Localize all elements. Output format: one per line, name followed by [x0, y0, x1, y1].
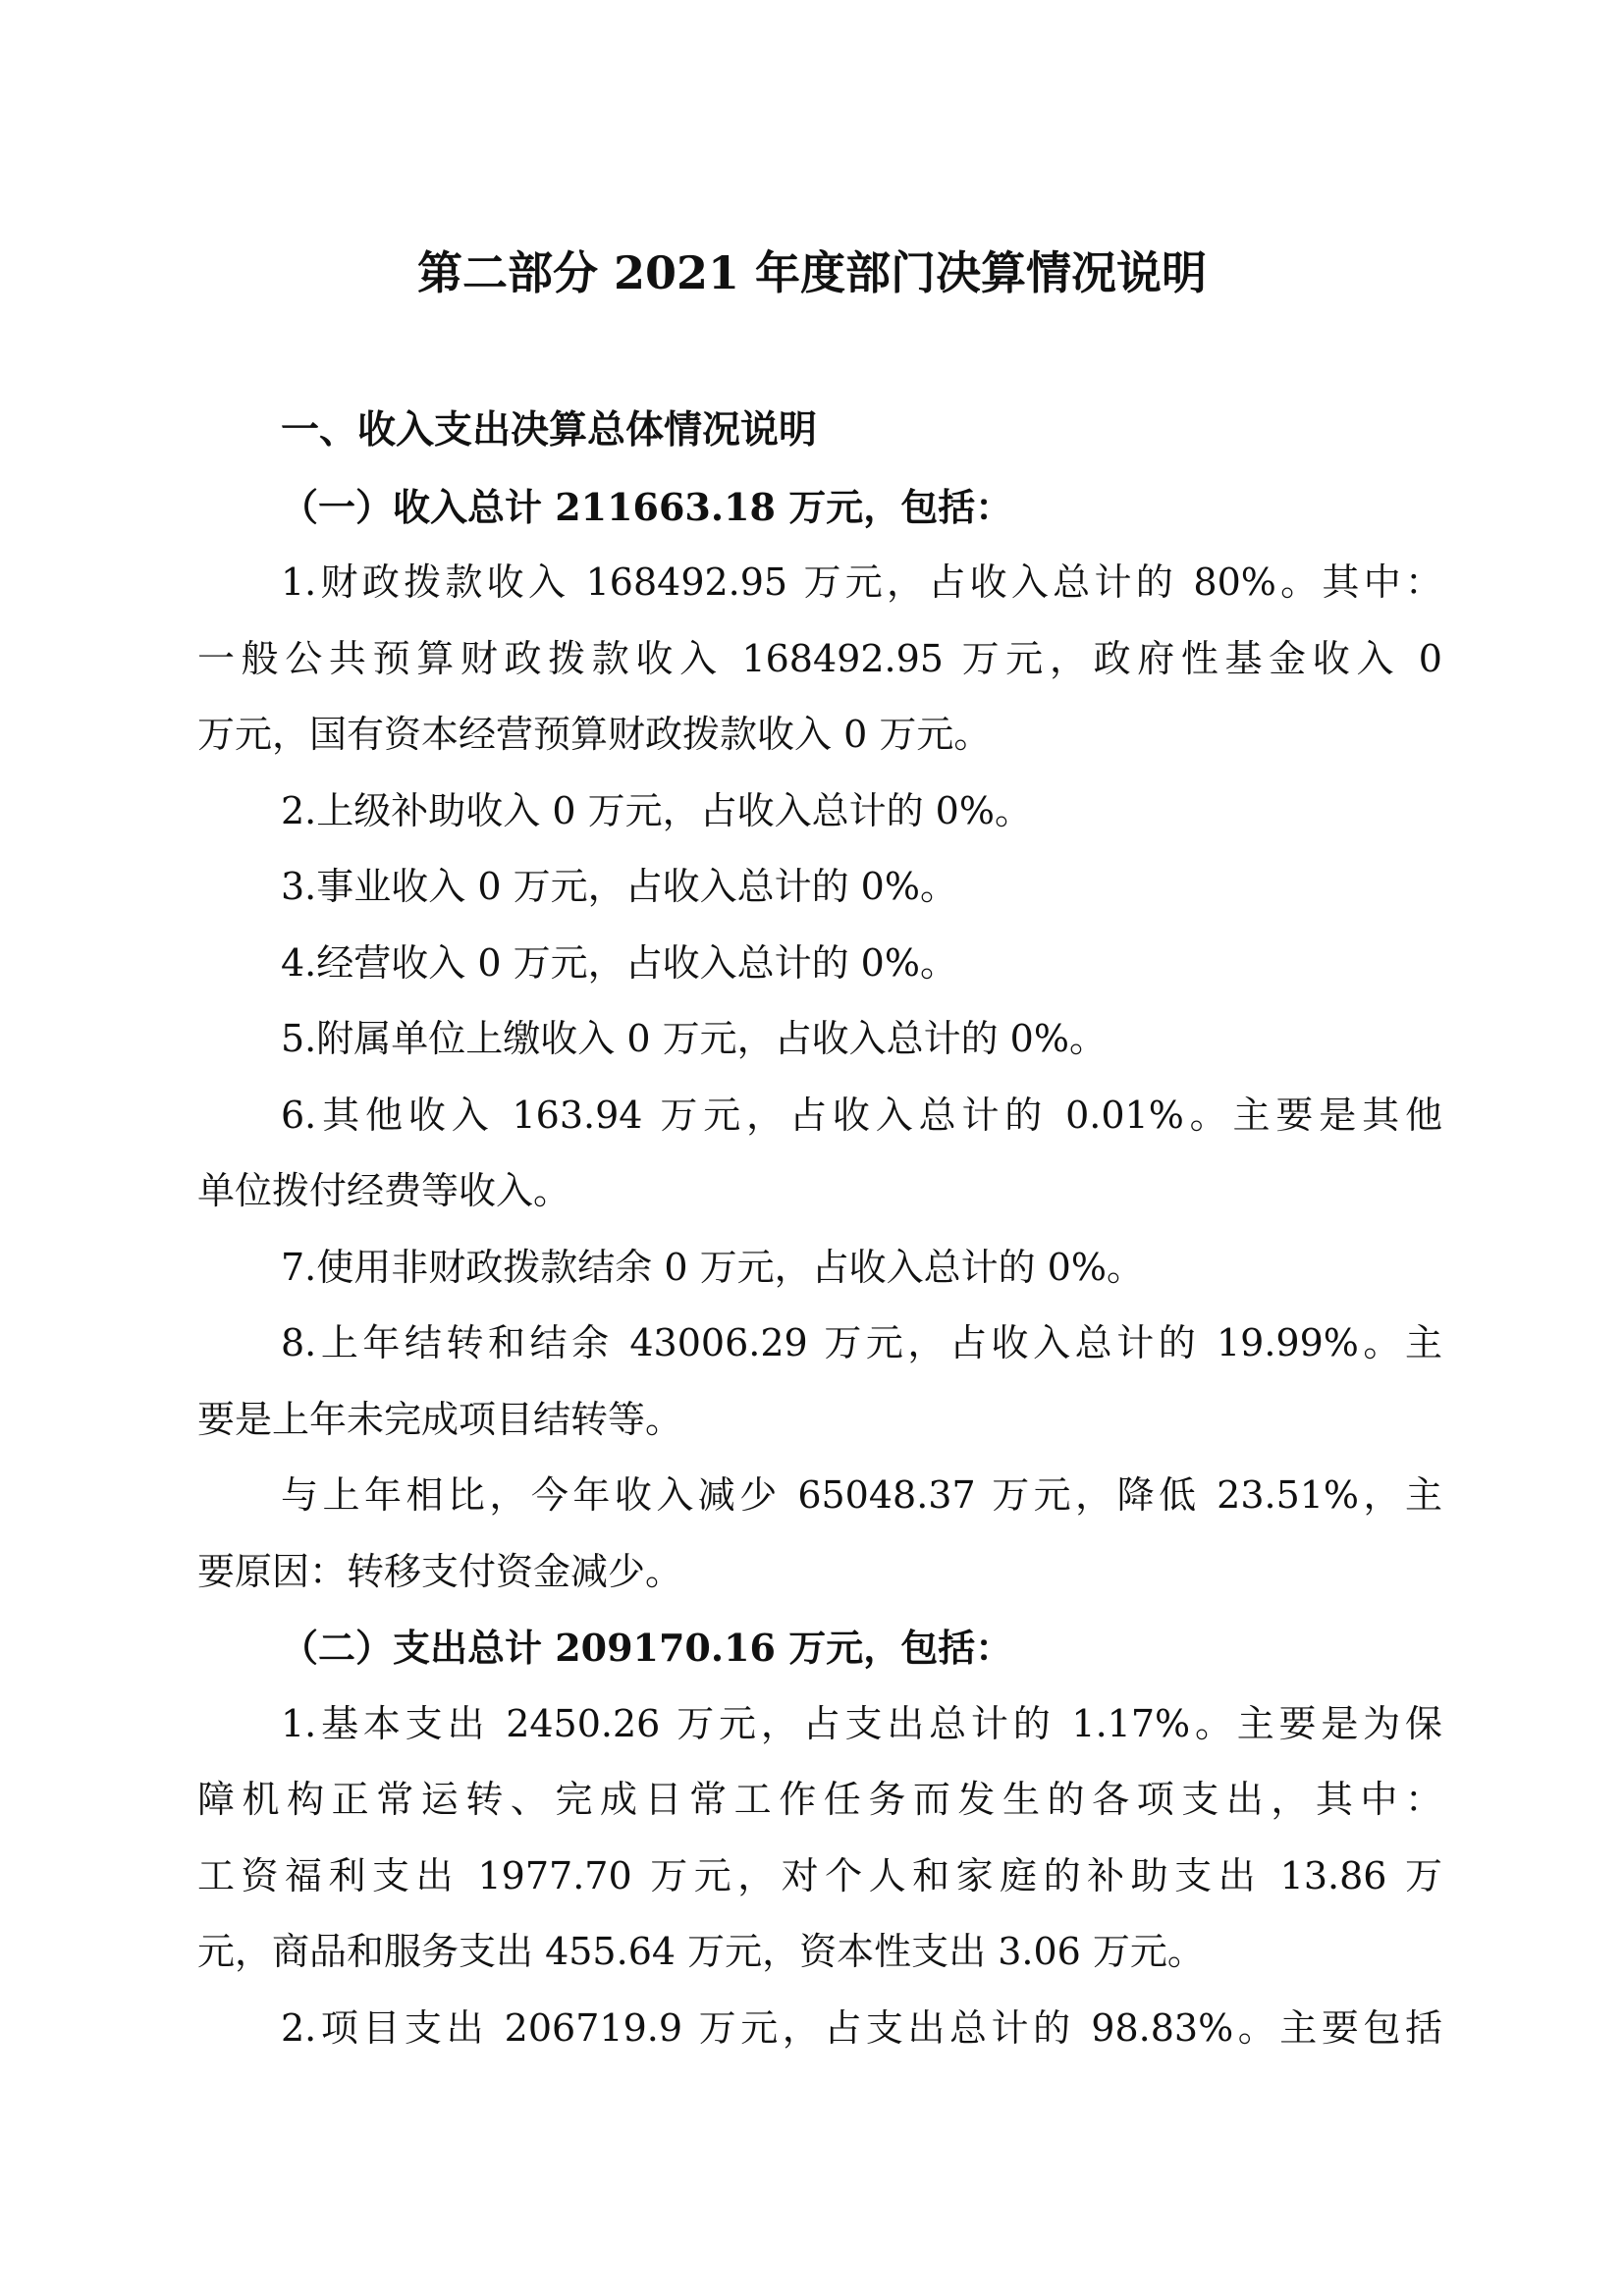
income-item-1-line-3: 万元，国有资本经营预算财政拨款收入 0 万元。 — [197, 713, 992, 756]
document-title: 第二部分 2021 年度部门决算情况说明 — [416, 246, 1208, 299]
income-item-8-line-1: 8.上年结转和结余 43006.29 万元，占收入总计的 19.99%。主 — [281, 1321, 1442, 1364]
income-item-7: 7.使用非财政拨款结余 0 万元，占收入总计的 0%。 — [281, 1245, 1144, 1289]
expense-item-1-line-1: 1.基本支出 2450.26 万元，占支出总计的 1.17%。主要是为保 — [281, 1701, 1442, 1745]
subheading-income-total: （一）收入总计 211663.18 万元，包括： — [281, 484, 1013, 529]
expense-item-1-line-3: 工资福利支出 1977.70 万元，对个人和家庭的补助支出 13.86 万 — [197, 1853, 1442, 1897]
expense-item-2-line-1: 2.项目支出 206719.9 万元，占支出总计的 98.83%。主要包括 — [281, 2005, 1442, 2050]
expense-item-1-line-4: 元，商品和服务支出 455.64 万元，资本性支出 3.06 万元。 — [197, 1930, 1205, 1973]
income-item-8-line-2: 要是上年未完成项目结转等。 — [197, 1397, 683, 1441]
income-item-5: 5.附属单位上缴收入 0 万元，占收入总计的 0%。 — [281, 1017, 1107, 1060]
subheading-expense-total: （二）支出总计 209170.16 万元，包括： — [281, 1626, 1013, 1670]
income-comparison-line-2: 要原因：转移支付资金减少。 — [197, 1549, 683, 1593]
income-item-2: 2.上级补助收入 0 万元，占收入总计的 0%。 — [281, 788, 1032, 832]
income-item-6-line-1: 6.其他收入 163.94 万元，占收入总计的 0.01%。主要是其他 — [281, 1093, 1442, 1137]
income-item-1-line-1: 1.财政拨款收入 168492.95 万元，占收入总计的 80%。其中： — [281, 561, 1442, 604]
expense-item-1-line-2: 障机构正常运转、完成日常工作任务而发生的各项支出，其中： — [197, 1778, 1442, 1821]
income-comparison-line-1: 与上年相比，今年收入减少 65048.37 万元，降低 23.51%，主 — [281, 1473, 1442, 1517]
document-body — [197, 393, 1442, 2066]
income-item-3: 3.事业收入 0 万元，占收入总计的 0%。 — [281, 865, 957, 908]
income-item-1-line-2: 一般公共预算财政拨款收入 168492.95 万元，政府性基金收入 0 — [197, 636, 1442, 680]
income-item-4: 4.经营收入 0 万元，占收入总计的 0%。 — [281, 940, 957, 985]
section-heading-income-expense-overview: 一、收入支出决算总体情况说明 — [281, 408, 818, 453]
income-item-6-line-2: 单位拨付经费等收入。 — [197, 1169, 571, 1212]
